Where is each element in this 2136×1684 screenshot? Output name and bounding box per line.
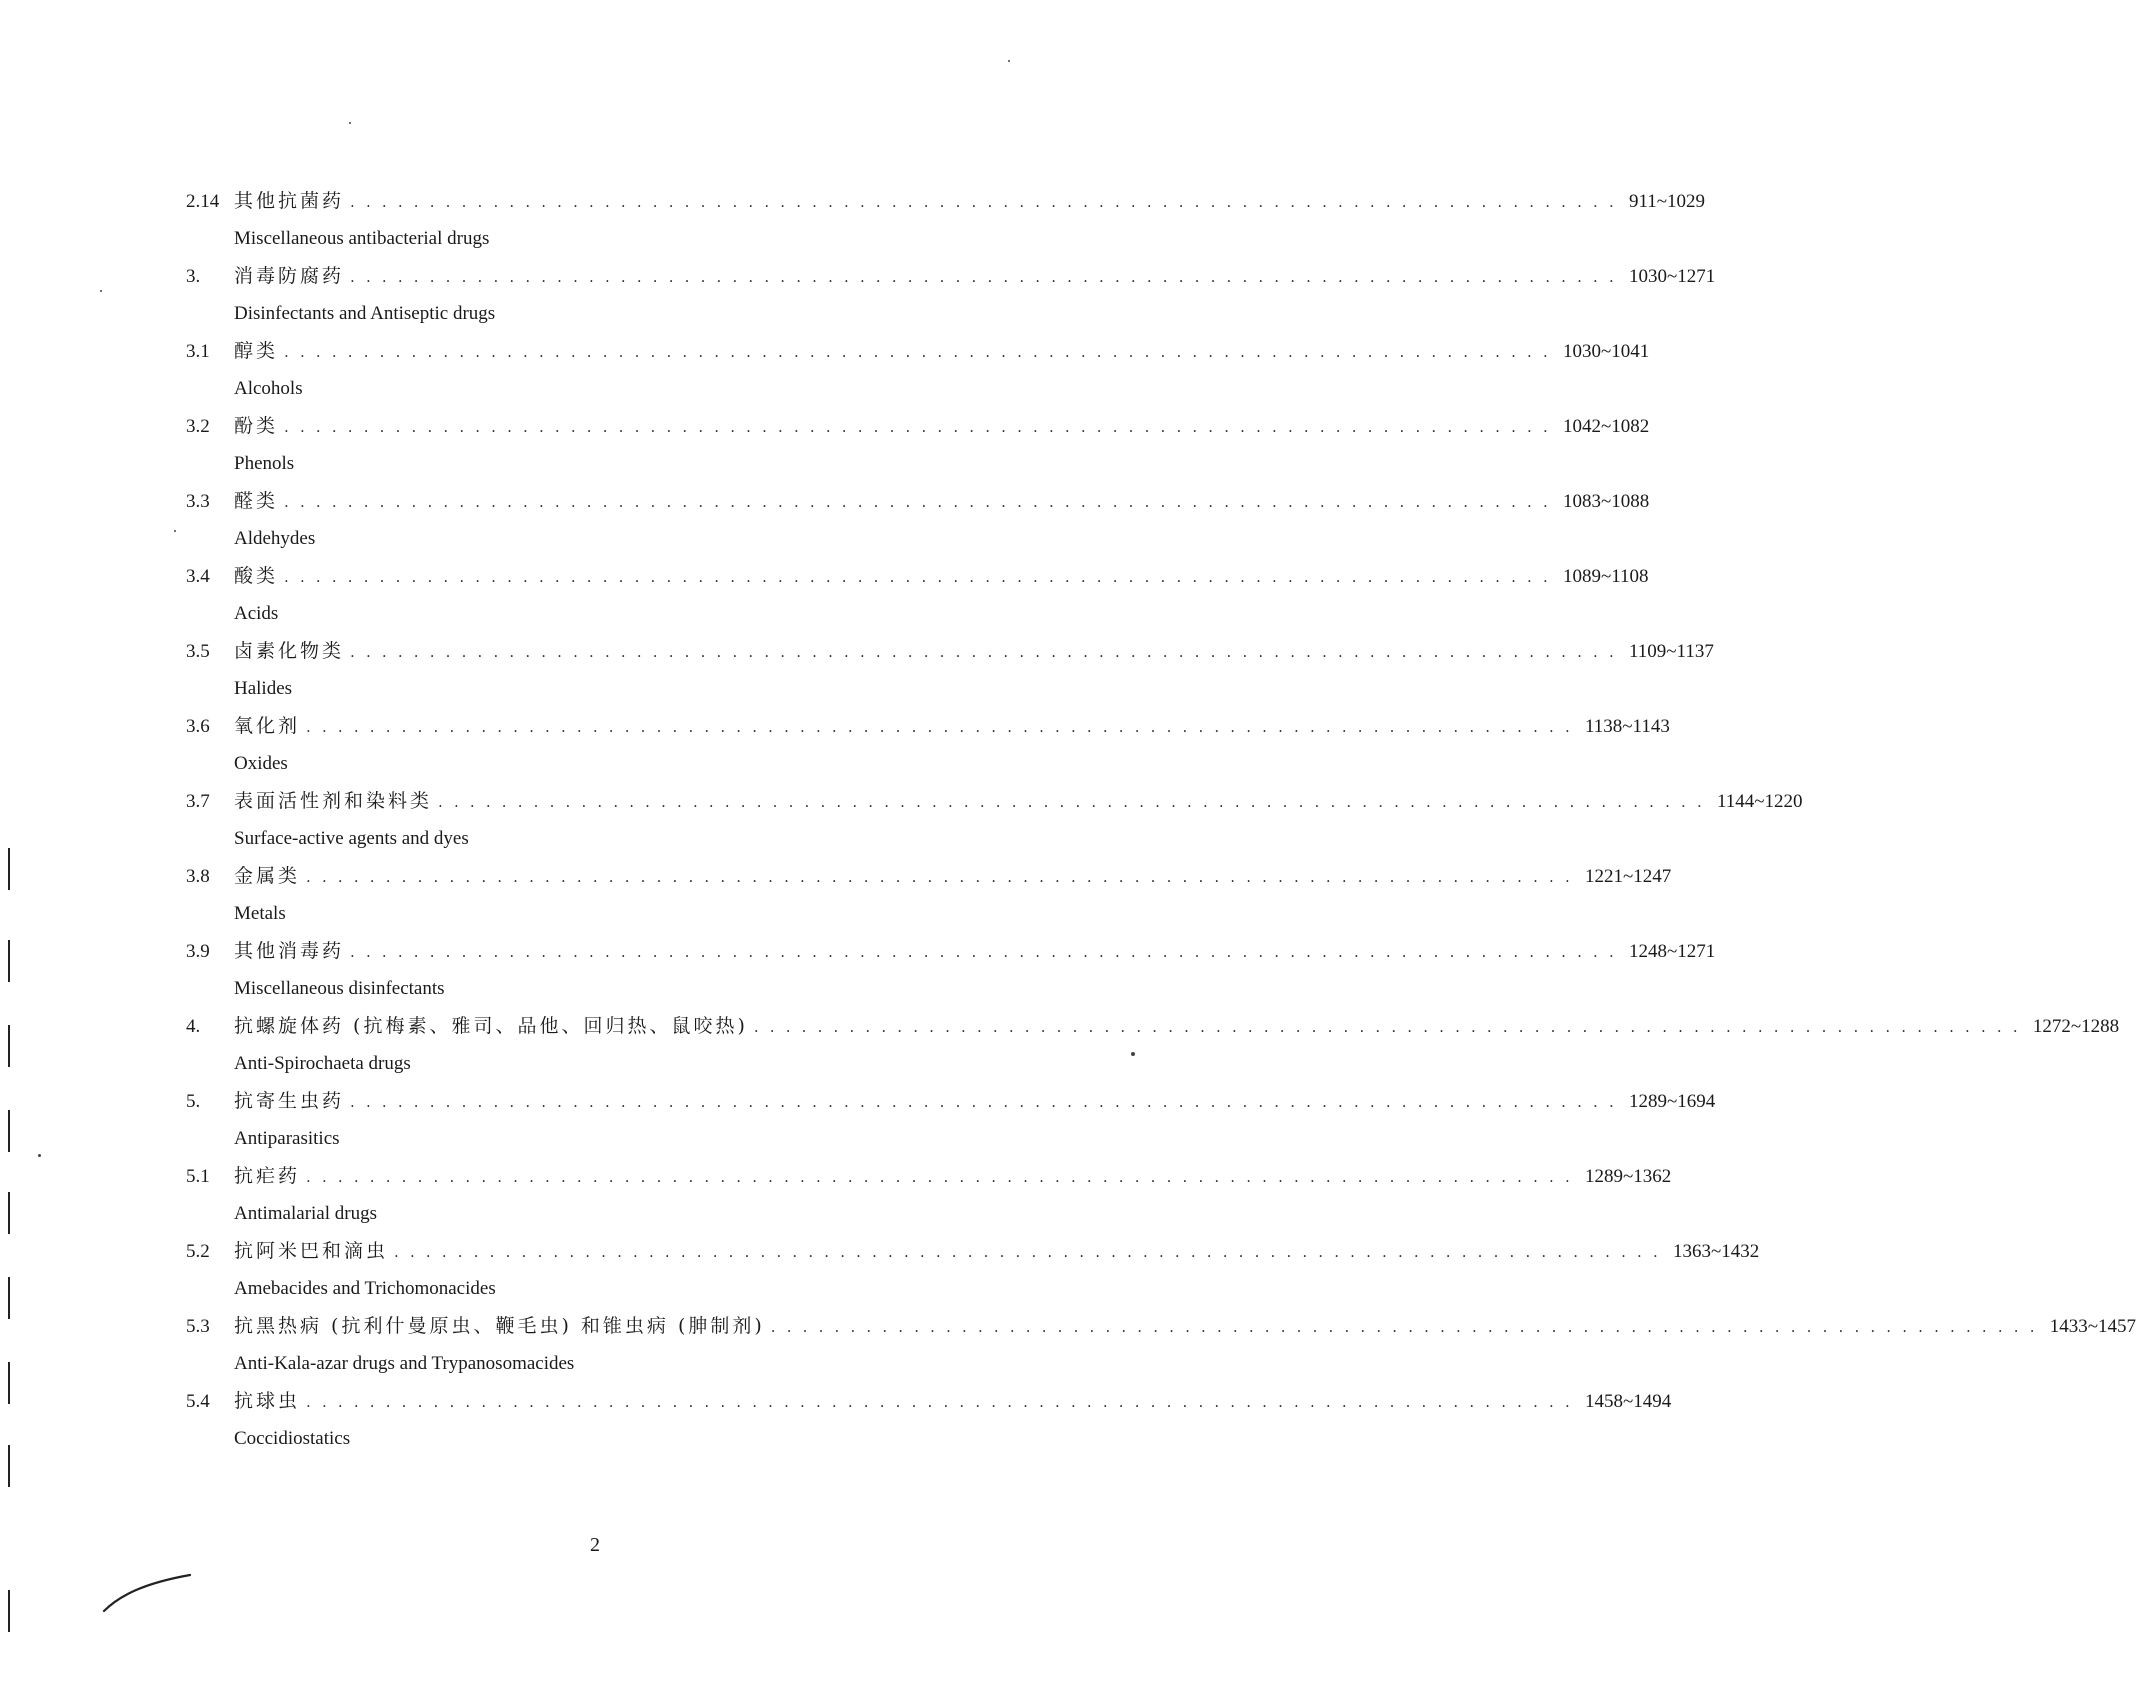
section-number: 5.4 xyxy=(186,1391,210,1412)
scan-margin-mark xyxy=(8,1025,10,1067)
section-number: 3.2 xyxy=(186,416,210,437)
toc-entry-heading xyxy=(186,708,1670,744)
toc-entry xyxy=(186,333,1650,408)
dot-leader: . . . . . . . . . . . . . . . . . . . . . . . . . . . . . . . . . . . . . . . . . . . . . . . . . . . . . . . . . . . . . . . . . . . . . . . . . . . . . . . . xyxy=(306,868,1573,886)
dot-leader: . . . . . . . . . . . . . . . . . . . . . . . . . . . . . . . . . . . . . . . . . . . . . . . . . . . . . . . . . . . . . . . . . . . . . . . . . . . . . . . . xyxy=(350,268,1617,286)
page-range: 1083~1088 xyxy=(1562,491,1650,512)
section-title-english: Anti-Spirochaeta drugs xyxy=(234,1053,411,1074)
scan-margin-mark xyxy=(8,1110,10,1152)
section-title-chinese: 抗阿米巴和滴虫 xyxy=(234,1240,389,1262)
toc-entry xyxy=(186,1233,1760,1308)
page-range: 911~1029 xyxy=(1628,191,1706,212)
page-range: 1030~1041 xyxy=(1562,341,1650,362)
page-range: 1042~1082 xyxy=(1562,416,1650,437)
section-title-english: Miscellaneous antibacterial drugs xyxy=(234,228,490,249)
toc-entry-heading xyxy=(186,183,1706,219)
dot-leader: . . . . . . . . . . . . . . . . . . . . . . . . . . . . . . . . . . . . . . . . . . . . . . . . . . . . . . . . . . . . . . . . . . . . . . . . . . . . . . . . xyxy=(438,793,1705,811)
section-title-english: Antiparasitics xyxy=(234,1128,340,1149)
section-title-chinese: 其他消毒药 xyxy=(234,940,345,962)
section-title-chinese: 金属类 xyxy=(234,865,301,887)
section-title-english: Metals xyxy=(234,903,286,924)
section-title-chinese: 氧化剂 xyxy=(234,715,301,737)
section-title-english: Antimalarial drugs xyxy=(234,1203,377,1224)
dot-leader: . . . . . . . . . . . . . . . . . . . . . . . . . . . . . . . . . . . . . . . . . . . . . . . . . . . . . . . . . . . . . . . . . . . . . . . . . . . . . . . . xyxy=(284,418,1551,436)
page-range: 1144~1220 xyxy=(1716,791,1803,812)
page-number: 2 xyxy=(590,1534,600,1556)
page-range: 1109~1137 xyxy=(1628,641,1714,662)
toc-entry xyxy=(186,633,1714,708)
toc-entry-heading xyxy=(186,258,1716,294)
dot-leader: . . . . . . . . . . . . . . . . . . . . . . . . . . . . . . . . . . . . . . . . . . . . . . . . . . . . . . . . . . . . . . . . . . . . . . . . . . . . . . . . xyxy=(753,1018,2021,1036)
toc-entry xyxy=(186,858,1672,933)
page-range: 1272~1288 xyxy=(2032,1016,2120,1037)
section-title-chinese: 消毒防腐药 xyxy=(234,265,345,287)
section-title-chinese: 醛类 xyxy=(234,490,279,512)
dot-leader: . . . . . . . . . . . . . . . . . . . . . . . . . . . . . . . . . . . . . . . . . . . . . . . . . . . . . . . . . . . . . . . . . . . . . . . . . . . . . . . . xyxy=(306,1393,1573,1411)
section-title-english: Halides xyxy=(234,678,293,699)
section-title-english: Coccidiostatics xyxy=(234,1428,351,1449)
dot-leader: . . . . . . . . . . . . . . . . . . . . . . . . . . . . . . . . . . . . . . . . . . . . . . . . . . . . . . . . . . . . . . . . . . . . . . . . . . . . . . . . xyxy=(394,1243,1661,1261)
toc-entry-heading xyxy=(186,633,1714,669)
toc-entry-heading xyxy=(186,783,1803,819)
toc-entry xyxy=(186,183,1706,258)
dot-leader: . . . . . . . . . . . . . . . . . . . . . . . . . . . . . . . . . . . . . . . . . . . . . . . . . . . . . . . . . . . . . . . . . . . . . . . . . . . . . . . . xyxy=(350,943,1617,961)
section-title-english: Disinfectants and Antiseptic drugs xyxy=(234,303,496,324)
toc-entry-heading xyxy=(186,858,1672,894)
toc-entry-heading xyxy=(186,1308,2136,1344)
scan-margin-mark xyxy=(8,848,10,890)
section-title-chinese: 表面活性剂和染料类 xyxy=(234,790,433,812)
section-number: 3.3 xyxy=(186,491,210,512)
scan-margin-mark xyxy=(8,1445,10,1487)
section-number: 3.8 xyxy=(186,866,210,887)
section-title-chinese: 抗球虫 xyxy=(234,1390,301,1412)
section-number: 5.2 xyxy=(186,1241,210,1262)
dot-leader: . . . . . . . . . . . . . . . . . . . . . . . . . . . . . . . . . . . . . . . . . . . . . . . . . . . . . . . . . . . . . . . . . . . . . . . . . . . . . . . . xyxy=(350,193,1617,211)
page-range: 1030~1271 xyxy=(1628,266,1716,287)
toc-entry xyxy=(186,483,1650,558)
section-title-english: Oxides xyxy=(234,753,288,774)
section-title-chinese: 抗螺旋体药 (抗梅素、雅司、品他、回归热、鼠咬热) xyxy=(234,1015,748,1037)
section-number: 3. xyxy=(186,266,201,287)
section-title-english: Anti-Kala-azar drugs and Trypanosomacides xyxy=(234,1353,575,1374)
toc-entry xyxy=(186,1008,2120,1083)
scan-margin-mark xyxy=(8,1590,10,1632)
section-title-chinese: 抗疟药 xyxy=(234,1165,301,1187)
page-range: 1221~1247 xyxy=(1584,866,1672,887)
page-range: 1289~1362 xyxy=(1584,1166,1672,1187)
section-number: 5.1 xyxy=(186,1166,210,1187)
toc-entry xyxy=(186,933,1716,1008)
section-number: 4. xyxy=(186,1016,201,1037)
scan-margin-mark xyxy=(8,940,10,982)
toc-entry xyxy=(186,558,1649,633)
scan-speck xyxy=(100,290,102,292)
section-title-chinese: 酚类 xyxy=(234,415,279,437)
section-title-chinese: 抗黑热病 (抗利什曼原虫、鞭毛虫) 和锥虫病 (胂制剂) xyxy=(234,1315,765,1337)
toc-entry-heading xyxy=(186,1158,1672,1194)
table-of-contents xyxy=(186,183,2136,1458)
section-number: 2.14 xyxy=(186,191,220,212)
dot-leader: . . . . . . . . . . . . . . . . . . . . . . . . . . . . . . . . . . . . . . . . . . . . . . . . . . . . . . . . . . . . . . . . . . . . . . . . . . . . . . . . xyxy=(350,643,1617,661)
section-number: 3.4 xyxy=(186,566,210,587)
toc-entry xyxy=(186,1158,1672,1233)
toc-entry xyxy=(186,783,1803,858)
section-title-chinese: 抗寄生虫药 xyxy=(234,1090,345,1112)
section-title-english: Amebacides and Trichomonacides xyxy=(234,1278,496,1299)
toc-entry-heading xyxy=(186,408,1650,444)
toc-entry-heading xyxy=(186,1383,1672,1419)
toc-entry xyxy=(186,1308,2136,1383)
page-range: 1289~1694 xyxy=(1628,1091,1716,1112)
toc-entry-heading xyxy=(186,558,1649,594)
toc-entry xyxy=(186,408,1650,483)
toc-entry xyxy=(186,708,1670,783)
toc-entry xyxy=(186,1083,1716,1158)
toc-entry-heading xyxy=(186,483,1650,519)
scan-margin-mark xyxy=(8,1192,10,1234)
page-range: 1248~1271 xyxy=(1628,941,1716,962)
scan-speck xyxy=(1008,60,1010,62)
section-title-chinese: 其他抗菌药 xyxy=(234,190,345,212)
section-title-english: Phenols xyxy=(234,453,295,474)
scan-speck xyxy=(38,1154,41,1157)
toc-entry-heading xyxy=(186,1083,1716,1119)
section-title-chinese: 卤素化物类 xyxy=(234,640,345,662)
dot-leader: . . . . . . . . . . . . . . . . . . . . . . . . . . . . . . . . . . . . . . . . . . . . . . . . . . . . . . . . . . . . . . . . . . . . . . . . . . . . . . . . xyxy=(284,493,1551,511)
toc-entry-heading xyxy=(186,1008,2120,1044)
dot-leader: . . . . . . . . . . . . . . . . . . . . . . . . . . . . . . . . . . . . . . . . . . . . . . . . . . . . . . . . . . . . . . . . . . . . . . . . . . . . . . . . xyxy=(306,718,1573,736)
dot-leader: . . . . . . . . . . . . . . . . . . . . . . . . . . . . . . . . . . . . . . . . . . . . . . . . . . . . . . . . . . . . . . . . . . . . . . . . . . . . . . . . xyxy=(284,343,1551,361)
pen-stroke-mark xyxy=(100,1565,195,1615)
scan-speck xyxy=(174,530,176,532)
toc-entry-heading xyxy=(186,933,1716,969)
section-title-chinese: 醇类 xyxy=(234,340,279,362)
dot-leader: . . . . . . . . . . . . . . . . . . . . . . . . . . . . . . . . . . . . . . . . . . . . . . . . . . . . . . . . . . . . . . . . . . . . . . . . . . . . . . . . xyxy=(350,1093,1617,1111)
toc-entry xyxy=(186,258,1716,333)
section-title-english: Miscellaneous disinfectants xyxy=(234,978,445,999)
section-number: 5. xyxy=(186,1091,201,1112)
section-number: 3.5 xyxy=(186,641,210,662)
section-number: 3.7 xyxy=(186,791,210,812)
section-title-english: Surface-active agents and dyes xyxy=(234,828,469,849)
page-range: 1458~1494 xyxy=(1584,1391,1672,1412)
section-number: 3.9 xyxy=(186,941,210,962)
dot-leader: . . . . . . . . . . . . . . . . . . . . . . . . . . . . . . . . . . . . . . . . . . . . . . . . . . . . . . . . . . . . . . . . . . . . . . . . . . . . . . . . xyxy=(284,568,1551,586)
section-title-english: Acids xyxy=(234,603,279,624)
section-title-english: Alcohols xyxy=(234,378,303,399)
dot-leader: . . . . . . . . . . . . . . . . . . . . . . . . . . . . . . . . . . . . . . . . . . . . . . . . . . . . . . . . . . . . . . . . . . . . . . . . . . . . . . . . xyxy=(306,1168,1573,1186)
toc-entry-heading xyxy=(186,333,1650,369)
page-range: 1363~1432 xyxy=(1672,1241,1760,1262)
scan-margin-mark xyxy=(8,1362,10,1404)
section-title-chinese: 酸类 xyxy=(234,565,279,587)
scan-speck xyxy=(349,122,351,124)
scan-margin-mark xyxy=(8,1277,10,1319)
page-range: 1089~1108 xyxy=(1562,566,1649,587)
section-title-english: Aldehydes xyxy=(234,528,316,549)
page-range: 1433~1457 xyxy=(2049,1316,2136,1337)
page-range: 1138~1143 xyxy=(1584,716,1670,737)
section-number: 5.3 xyxy=(186,1316,210,1337)
toc-entry-heading xyxy=(186,1233,1760,1269)
scan-speck xyxy=(1131,1052,1135,1056)
dot-leader: . . . . . . . . . . . . . . . . . . . . . . . . . . . . . . . . . . . . . . . . . . . . . . . . . . . . . . . . . . . . . . . . . . . . . . . . . . . . . . . . xyxy=(770,1318,2038,1336)
section-number: 3.1 xyxy=(186,341,210,362)
section-number: 3.6 xyxy=(186,716,210,737)
toc-entry xyxy=(186,1383,1672,1458)
